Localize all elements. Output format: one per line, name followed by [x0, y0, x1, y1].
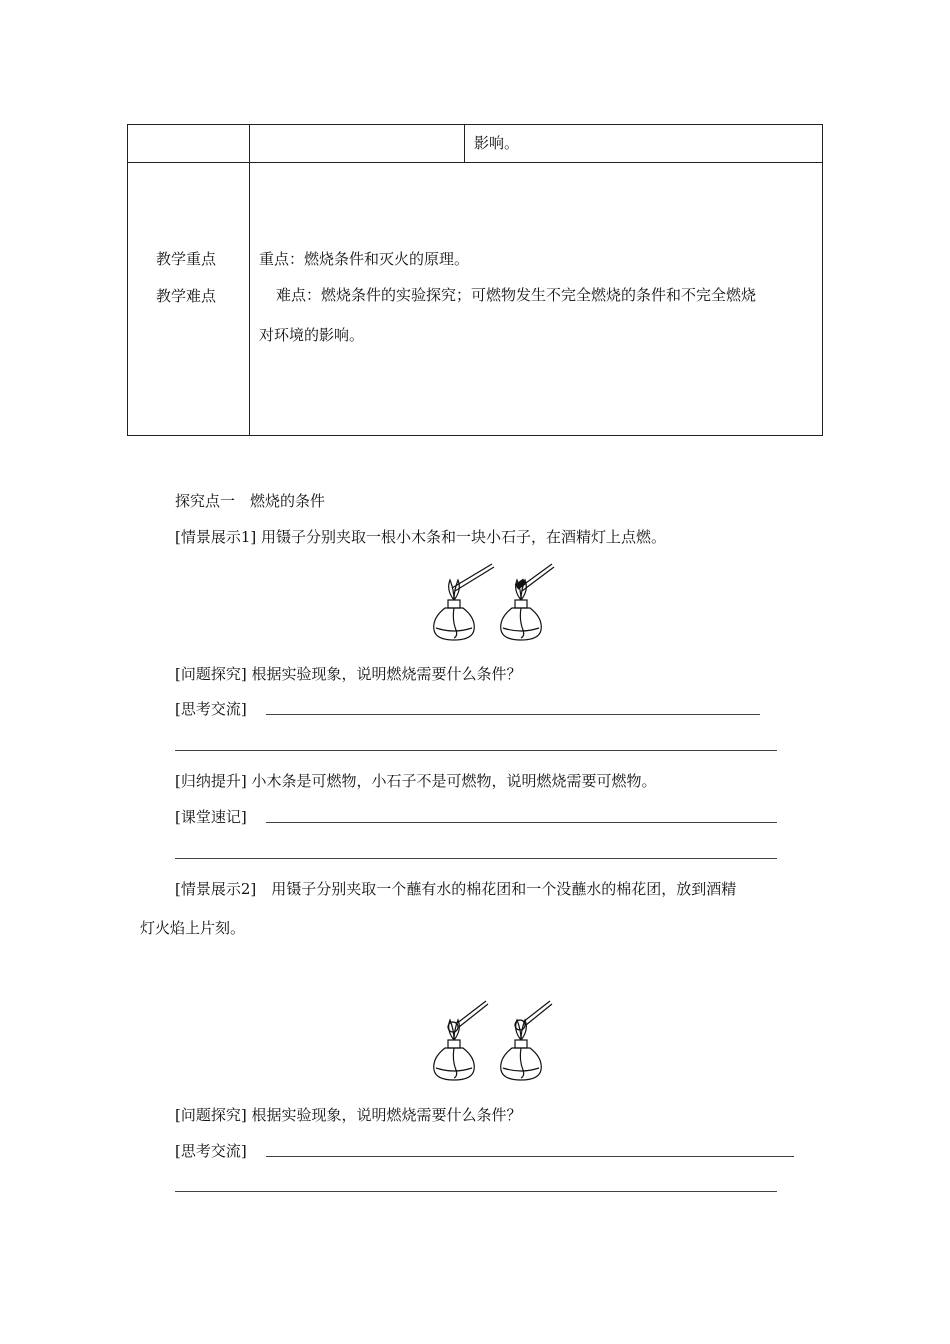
table-row-divider [128, 162, 822, 163]
alcohol-lamp-figure-2 [428, 998, 558, 1084]
alcohol-lamp-figure-1 [428, 560, 558, 644]
teaching-table [127, 124, 823, 436]
difficulty-text-line1: 难点：燃烧条件的实验探究；可燃物发生不完全燃烧的条件和不完全燃烧 [276, 286, 757, 304]
think-2-answer-line[interactable] [266, 1156, 794, 1157]
label-key-point: 教学重点 [156, 250, 217, 268]
think-2-answer-line-2[interactable] [175, 1191, 777, 1192]
think-1-answer-line-2[interactable] [175, 750, 777, 751]
key-point-text: 重点：燃烧条件和灭火的原理。 [259, 250, 470, 268]
label-difficulty: 教学难点 [156, 287, 217, 305]
notes-1-answer-line-2[interactable] [175, 858, 777, 859]
summary-1-text: [归纳提升] 小木条是可燃物，小石子不是可燃物，说明燃烧需要可燃物。 [175, 772, 657, 790]
notes-1-label: [课堂速记] [175, 808, 247, 826]
question-2-text: [问题探究] 根据实验现象，说明燃烧需要什么条件？ [175, 1106, 522, 1124]
difficulty-text-line2: 对环境的影响。 [259, 326, 365, 344]
scene-2-text-line1: [情景展示2] 用镊子分别夹取一个蘸有水的棉花团和一个没蘸水的棉花团，放到酒精 [175, 880, 737, 898]
scene-2-text-line2: 灯火焰上片刻。 [140, 919, 246, 937]
think-2-label: [思考交流] [175, 1142, 247, 1160]
table-col-divider [464, 125, 465, 162]
notes-1-answer-line[interactable] [266, 822, 777, 823]
table-top-row-text: 影响。 [474, 134, 520, 152]
think-1-answer-line[interactable] [266, 714, 760, 715]
question-1-text: [问题探究] 根据实验现象，说明燃烧需要什么条件？ [175, 665, 522, 683]
think-1-label: [思考交流] [175, 700, 247, 718]
section-heading: 探究点一 燃烧的条件 [175, 492, 326, 510]
scene-1-text: [情景展示1] 用镊子分别夹取一根小木条和一块小石子，在酒精灯上点燃。 [175, 528, 667, 546]
table-col-divider [249, 125, 250, 435]
